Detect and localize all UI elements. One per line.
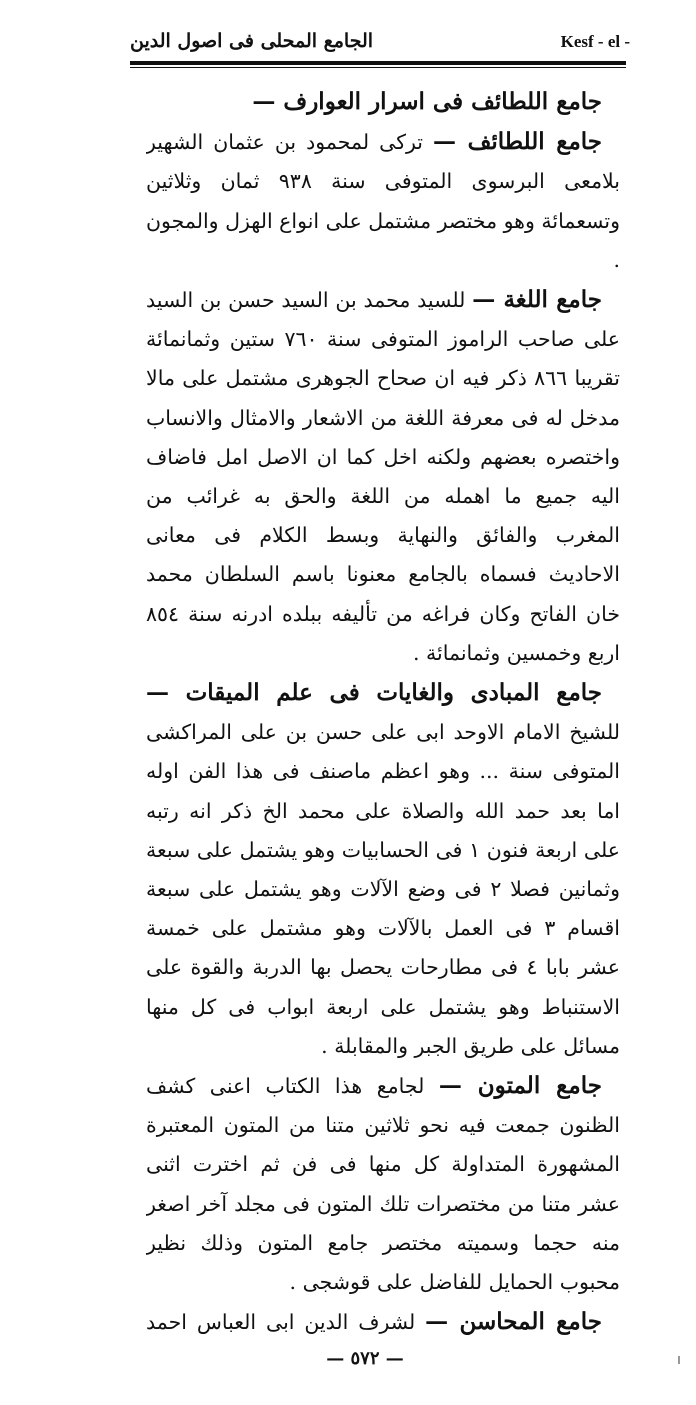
entry-paragraph bbox=[146, 122, 620, 280]
header-title: الجامع المحلى فى اصول الدين bbox=[130, 30, 374, 52]
entry-heading: جامع اللطائف — bbox=[433, 128, 602, 156]
entry-paragraph bbox=[146, 1066, 620, 1302]
header-rule-thin bbox=[130, 67, 626, 68]
page-body bbox=[146, 82, 620, 1337]
page-number: — ٥٧٢ — bbox=[326, 1348, 404, 1369]
entry-text: لشرف الدين ابى العباس احمد bbox=[146, 1310, 416, 1335]
entry-text: للسيد محمد بن السيد حسن بن السيد على صاحب الراموز المتوفى سنة ٧٦٠ ستين وثمانمائة تقريبا ٨٦٦ ذكر فيه ان صحاح الجوهرى مشتمل على مالا مدخل له فى معرفة اللغة من الاشعار والامثال والانساب واختصره بعضهم ولكنه اخل كما ان الاصل امل فاضاف اليه جميع ما اهمله من اللغة والحق به غرائب من المغرب والفائق والنهاية وبسط الكلام فى معانى الاحاديث فسماه بالجامع معنونا باسم السلطان محمد خان الفاتح وكان فراغه من تأليفه ببلده ادرنه سنة ٨٥٤ اربع وخمسين وثمانمائة . bbox=[146, 288, 620, 665]
running-header bbox=[130, 28, 630, 58]
entry-paragraph bbox=[146, 1302, 620, 1337]
entry-heading: جامع المحاسن — bbox=[425, 1308, 602, 1336]
entry-paragraph bbox=[146, 280, 620, 673]
entry-paragraph bbox=[146, 82, 620, 122]
entry-text: للشيخ الامام الاوحد ابى على حسن بن على المراكشى المتوفى سنة ... وهو اعظم ماصنف فى هذا الفن اوله اما بعد حمد الله والصلاة على محمد الخ ذكر انه رتبه على اربعة فنون ١ فى الحسابيات وهو يشتمل على سبعة وثمانين فصلا ٢ فى وضع الآلات وهو يشتمل على سبعة اقسام ٣ فى العمل بالآلات وهو مشتمل على خمسة عشر بابا ٤ فى مطارحات يحصل بها الدربة والقوة على الاستنباط وهو يشتمل على اربعة ابواب فى كل منها مسائل على طريق الجبر والمقابلة . bbox=[146, 720, 620, 1058]
entry-heading: جامع المبادى والغايات فى علم الميقات — bbox=[146, 679, 602, 707]
header-rule-thick bbox=[130, 61, 626, 65]
entry-paragraph bbox=[146, 673, 620, 1066]
header-right-label: Kesf - el - bbox=[560, 32, 630, 51]
entry bbox=[146, 122, 620, 280]
entry bbox=[146, 1066, 620, 1302]
entry bbox=[146, 280, 620, 673]
entry-heading: جامع اللغة — bbox=[472, 286, 602, 314]
entry-heading: جامع اللطائف فى اسرار العوارف — bbox=[252, 88, 602, 115]
entry bbox=[146, 82, 620, 122]
entry bbox=[146, 673, 620, 1066]
entry-text: تركى لمحمود بن عثمان الشهير بلامعى البرسوى المتوفى سنة ٩٣٨ ثمان وثلاثين وتسعمائة وهو مختصر مشتمل على انواع الهزل والمجون . bbox=[146, 130, 620, 272]
entry-heading: جامع المتون — bbox=[438, 1072, 602, 1100]
scan-edge-mark bbox=[678, 1356, 680, 1364]
entry-text: لجامع هذا الكتاب اعنى كشف الظنون جمعت فيه نحو ثلاثين متنا من المتون المعتبرة المشهورة المتداولة كل منها فى فن ثم اخترت اثنى عشر متنا من مختصرات تلك المتون فى مجلد آخر اصغر منه حجما وسميته مختصر جامع المتون وذلك نظير محبوب الحمايل للفاضل على قوشجى . bbox=[146, 1074, 620, 1295]
entry bbox=[146, 1302, 620, 1337]
